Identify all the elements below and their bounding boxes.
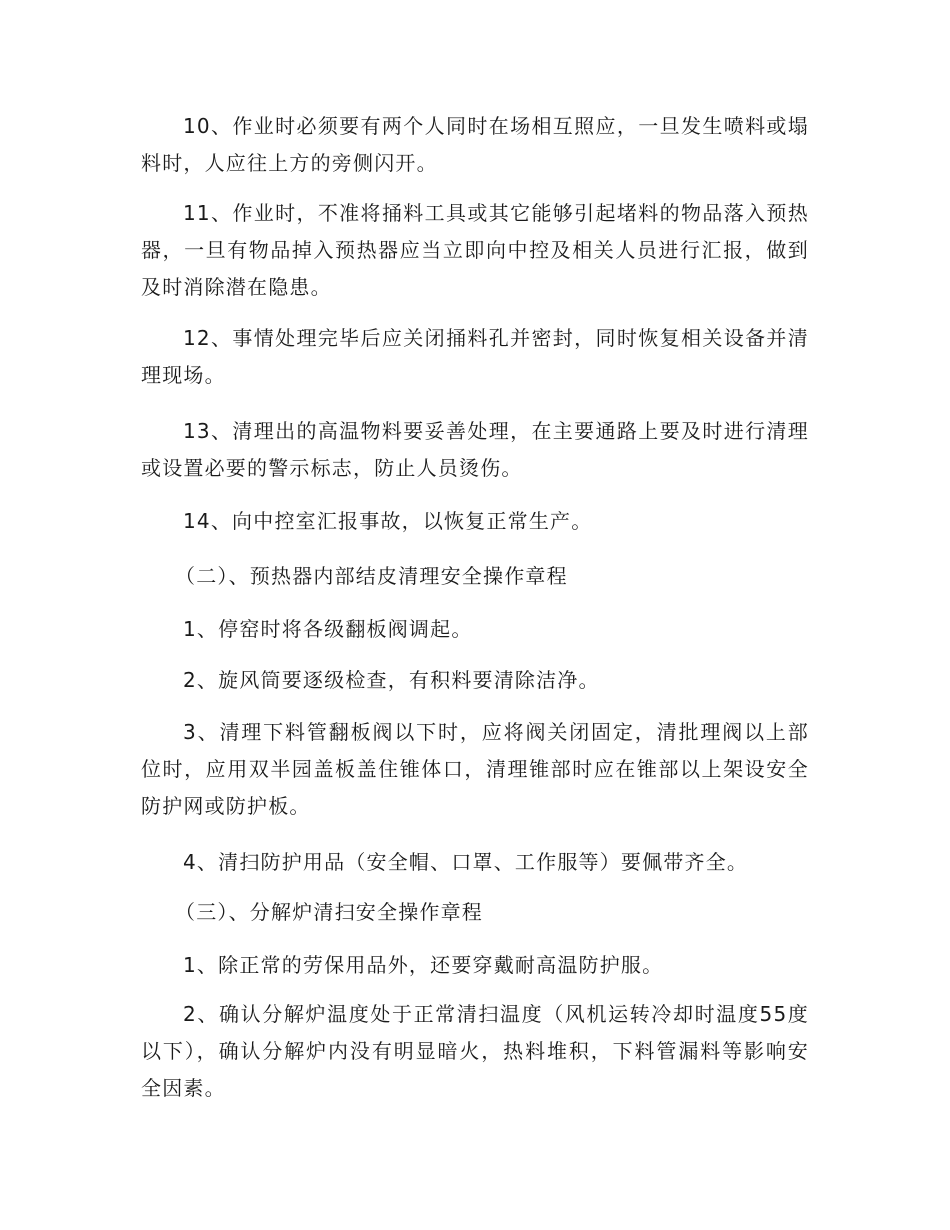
section-heading-3: （三）、分解炉清扫安全操作章程 bbox=[175, 900, 483, 924]
section-3-item-2: 2、确认分解炉温度处于正常清扫温度（风机运转冷却时温度55度以下），确认分解炉内没有明显暗火，热料堆积，下料管漏料等影响安全因素。 bbox=[141, 1002, 809, 1100]
paragraph-item-14: 14、向中控室汇报事故，以恢复正常生产。 bbox=[183, 509, 593, 533]
paragraph-item-12: 12、事情处理完毕后应关闭捅料孔并密封，同时恢复相关设备并清理现场。 bbox=[141, 326, 809, 387]
section-2-item-4: 4、清扫防护用品（安全帽、口罩、工作服等）要佩带齐全。 bbox=[183, 850, 749, 874]
paragraph-item-10: 10、作业时必须要有两个人同时在场相互照应，一旦发生喷料或塌料时，人应往上方的旁侧闪开。 bbox=[141, 114, 809, 175]
section-2-item-1: 1、停窑时将各级翻板阀调起。 bbox=[183, 617, 473, 641]
section-3-item-1: 1、除正常的劳保用品外，还要穿戴耐高温防护服。 bbox=[183, 953, 664, 977]
section-2-item-3: 3、清理下料管翻板阀以下时，应将阀关闭固定，清批理阀以上部位时，应用双半园盖板盖住锥体口，清理锥部时应在锥部以上架设安全防护网或防护板。 bbox=[141, 720, 809, 818]
section-2-item-2: 2、旋风筒要逐级检查，有积料要清除洁净。 bbox=[183, 668, 600, 692]
paragraph-item-13: 13、清理出的高温物料要妥善处理，在主要通路上要及时进行清理或设置必要的警示标志，防止人员烫伤。 bbox=[141, 419, 809, 480]
paragraph-item-11: 11、作业时，不准将捅料工具或其它能够引起堵料的物品落入预热器，一旦有物品掉入预热器应当立即向中控及相关人员进行汇报，做到及时消除潜在隐患。 bbox=[141, 201, 809, 299]
section-heading-2: （二）、预热器内部结皮清理安全操作章程 bbox=[175, 564, 568, 588]
